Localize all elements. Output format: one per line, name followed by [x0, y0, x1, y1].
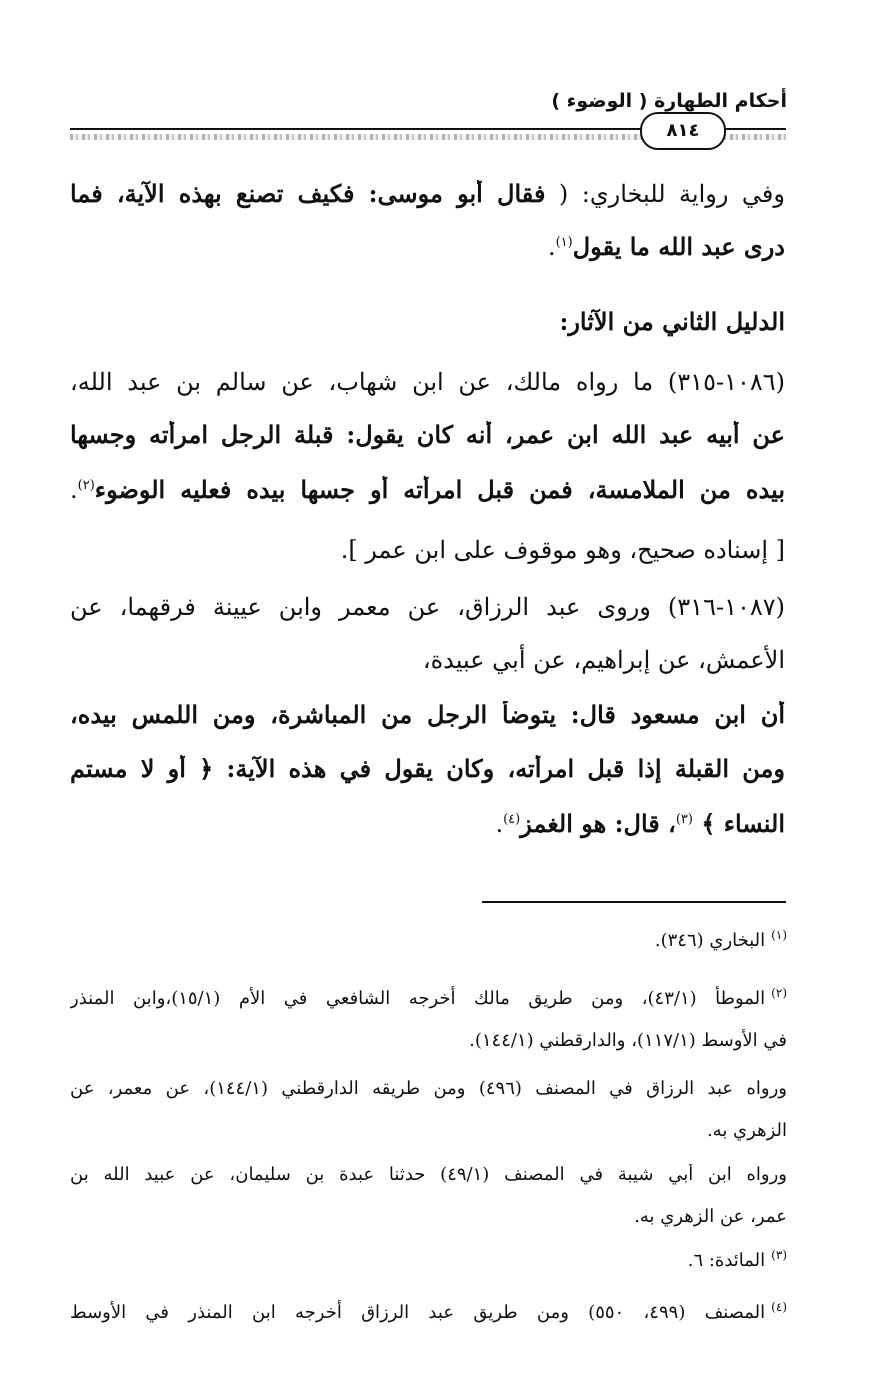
body-line-1 [70, 180, 785, 212]
running-header-title: أحكام الطهارة ( الوضوء ) [551, 90, 787, 112]
body-line-7: [ إسناده صحيح، وهو موقوف على ابن عمر ]. [340, 536, 785, 564]
body-line-10: أن ابن مسعود قال: يتوضأ الرجل من المباشرة، ومن اللمس بيده، [70, 701, 785, 729]
footnote-4 [70, 1300, 787, 1326]
body-line-8: (١٠٨٧-٣١٦) وروى عبد الرزاق، عن معمر وابن عيينة فرقهما، عن [70, 593, 785, 621]
footnote-separator [482, 901, 786, 903]
footnote-text: المصنف (٤٩٩، ٥٥٠) ومن طريق عبد الرزاق أخرجه ابن المنذر في الأوسط [70, 1302, 766, 1323]
footnote-1 [655, 928, 787, 952]
text-bold: ، قال: هو الغمز [520, 809, 676, 838]
footnote-2-line-4: الزهري به. [706, 1120, 787, 1141]
footnote-number: (٤) [771, 1300, 787, 1314]
footnote-number: (١) [771, 928, 787, 942]
footnote-2-line-2: في الأوسط (١١٧/١)، والدارقطني (١٤٤/١). [469, 1030, 787, 1051]
body-line-4: (١٠٨٦-٣١٥) ما رواه مالك، عن ابن شهاب، عن سالم بن عبد الله، [70, 368, 785, 396]
footnote-2-line-6: عمر، عن الزهري به. [634, 1206, 787, 1227]
footnote-number: (٢) [771, 986, 787, 1000]
body-line-11: ومن القبلة إذا قبل امرأته، وكان يقول في هذه الآية: ﴿ أو لا مستم [70, 755, 785, 783]
text-end: . [547, 233, 556, 261]
section-heading: الدليل الثاني من الآثار: [559, 307, 785, 336]
footnote-ref-2[interactable]: (٢) [77, 478, 95, 493]
body-line-6 [70, 476, 785, 508]
footnote-2-line-3: ورواه عبد الرزاق في المصنف (٤٩٦) ومن طريقه الدارقطني (١٤٤/١)، عن معمر، عن [70, 1078, 787, 1099]
body-line-5: عن أبيه عبد الله ابن عمر، أنه كان يقول: قبلة الرجل امرأته وجسها [70, 421, 785, 449]
text-bold: درى عبد الله ما يقول [572, 232, 785, 261]
footnote-ref-1[interactable]: (١) [555, 235, 573, 250]
footnote-2-line-1 [70, 986, 787, 1012]
body-line-2 [548, 233, 785, 262]
footnote-2-line-5: ورواه ابن أبي شيبة في المصنف (٤٩/١) حدثنا عبدة بن سليمان، عن عبيد الله بن [70, 1164, 787, 1185]
text-end: . [70, 476, 78, 504]
text-bold: فقال أبو موسى: فكيف تصنع بهذه الآية، فما [70, 180, 546, 208]
footnote-text: الموطأ (٤٣/١)، ومن طريق مالك أخرجه الشافعي في الأم (١٥/١)،وابن المنذر [70, 988, 766, 1009]
text-end: . [495, 810, 504, 838]
text-bold: بيده من الملامسة، فمن قبل امرأته أو جسها بيده فعليه الوضوء [94, 476, 785, 504]
body-line-9: الأعمش، عن إبراهيم، عن أبي عبيدة، [422, 646, 785, 674]
footnote-text: المائدة: ٦. [687, 1250, 766, 1271]
footnote-number: (٣) [771, 1248, 787, 1262]
text-bold: النساء ﴾ [701, 809, 785, 838]
footnote-ref-3[interactable]: (٣) [675, 812, 693, 827]
body-line-12 [495, 810, 785, 839]
page-number: ٨١٤ [640, 112, 726, 150]
footnote-text: البخاري (٣٤٦). [654, 930, 766, 951]
footnote-ref-4[interactable]: (٤) [503, 812, 521, 827]
footnote-3 [688, 1248, 787, 1272]
text-normal: وفي رواية للبخاري: ( [558, 180, 785, 208]
